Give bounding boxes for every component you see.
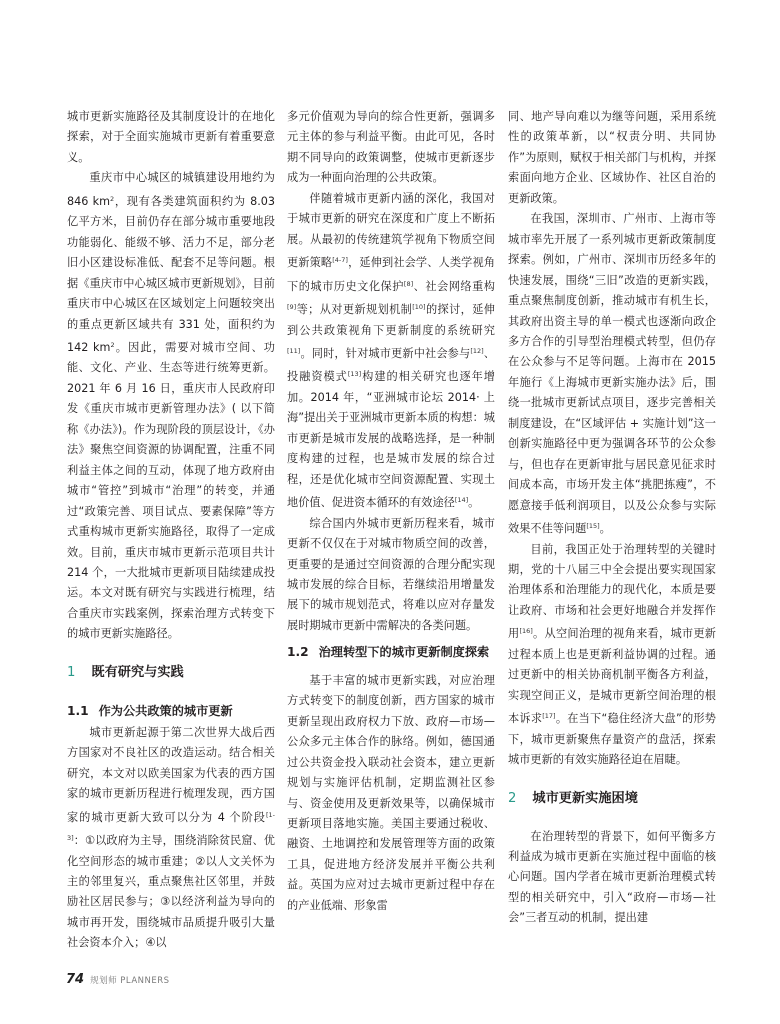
section-number: 2 xyxy=(508,790,517,806)
paragraph: 城市更新实施路径及其制度设计的在地化探索，对于全面实施城市更新有着重要意义。 xyxy=(67,110,275,164)
text-run: 重庆市中心城区的城镇建设用地约为 846 km xyxy=(67,171,275,208)
text-column-2 xyxy=(287,107,495,916)
section-title: 既有研究与实践 xyxy=(91,664,184,680)
section-title: 城市更新实施困境 xyxy=(532,790,638,806)
paragraph xyxy=(67,723,275,954)
paragraph xyxy=(67,168,275,644)
text-run: 等；从对更新规划机制 xyxy=(296,303,413,317)
paragraph: 基于丰富的城市更新实践，对应治理方式转变下的制度创新，西方国家的城市更新呈现出政府权力下放、政府—市场—公众多元主体合作的脉络。例如，德国通过公共资金投入联动社会资本，建立更新规划与实施评估机制，定期监测社区参与、资金使用及更新效果等，以确保城市更新项目落地实施。美国主要通过税收、融资、土地调控和发展管理等方面的政策工具，促进地方经济发展并平衡公共利益。英国为应对过去城市更新过程中存在的产业低端、形象雷 xyxy=(287,673,495,912)
text-run: 城市更新起源于第二次世界大战后西方国家对不良社区的改造运动。结合相关研究，本文对以欧美国家为代表的西方国家的城市更新历程进行梳理发现，西方国家的城市更新大致可以分为 4 个阶段 xyxy=(67,725,275,824)
citation: [11] xyxy=(287,346,301,355)
text-run: 。 xyxy=(468,496,480,510)
citation: [15] xyxy=(586,522,600,531)
text-run: 、投融资模式 xyxy=(287,346,495,384)
citation: [13] xyxy=(347,370,362,379)
citation: [17] xyxy=(542,712,556,721)
citation: [16] xyxy=(519,627,533,636)
text-run: ：①以政府为主导，围绕消除贫民窟、优化空间形态的城市重建；②以人文关怀为主的邻里复兴，重点聚焦社区邻里，并鼓励社区居民参与；③以经济利益为导向的城市再开发，围绕城市品质提升吸引大量社会资本介入；④以 xyxy=(67,834,275,950)
paragraph: 多元价值观为导向的综合性更新，强调多元主体的参与利益平衡。由此可见，各时期不同导向的政策调整，使城市更新逐步成为一种面向治理的公共政策。 xyxy=(287,110,495,185)
citation: [10] xyxy=(412,303,426,312)
text-run: 伴随着城市更新内涵的深化，我国对于城市更新的研究在深度和广度上不断拓展。从最初的传统建筑学视角下物质空间更新策略 xyxy=(287,191,495,270)
page-footer xyxy=(66,972,170,987)
citation: [9] xyxy=(287,303,297,312)
subsection-heading xyxy=(287,642,495,663)
paragraph xyxy=(508,540,716,771)
journal-name: 规划师 PLANNERS xyxy=(90,976,170,986)
paragraph xyxy=(287,189,495,514)
text-run: 目前，我国正处于治理转型的关键时期，党的十八届三中全会提出要实现国家治理体系和治理能力的现代化，本质是要让政府、市场和社会更好地融合并发挥作用 xyxy=(508,542,716,641)
text-run: 。从空间治理的视角来看，城市更新过程本质上也是更新利益协调的过程。通过更新中的相关协商机制平衡各方利益，实现空间正义，是城市更新空间治理的根本诉求 xyxy=(508,627,716,726)
subsection-title: 作为公共政策的城市更新 xyxy=(98,703,233,718)
paragraph: 综合国内外城市更新历程来看，城市更新不仅仅在于对城市物质空间的改善，更重要的是通过空间资源的合理分配实现城市发展的综合目标，若继续沿用增量发展下的城市规划范式，将难以应对存量发展时期城市更新中需解决的各类问题。 xyxy=(287,516,495,632)
paragraph: 在治理转型的背景下，如何平衡多方利益成为城市更新在实施过程中面临的核心问题。国内学者在城市更新治理模式转型的相关研究中，引入“政府—市场—社会”三者互动的机制，提出建 xyxy=(508,829,716,925)
text-run: 。同时，针对城市更新中社会参与 xyxy=(300,346,471,360)
subsection-heading xyxy=(67,701,275,721)
text-run: 。在当下“稳住经济大盘”的形势下，城市更新聚焦存量资产的盘活，探索城市更新的有效实施路径迫在眉睫。 xyxy=(508,712,716,767)
subsection-number: 1.2 xyxy=(287,645,309,660)
paragraph xyxy=(508,209,716,539)
text-run: 。因此，需要对城市空间、功能、文化、产业、生态等进行统筹更新。2021 年 6 月 16 日，重庆市人民政府印发《重庆市城市更新管理办法》( 以下简称《办法》)。作为现阶段的顶层设计，《办法》聚焦空间资源的协调配置，注重不同利益主体之间的互动，体现了地方政府由城市“管控”到城市“治理”的转变，并通过“政策完善、项目试点、要素保障”等方式重构城市更新实施路径，取得了一定成效。目前，重庆市城市更新示范项目共计 214 个，一大批城市更新项目陆续建成投运。本文对既有研究与实践进行梳理，结合重庆市实践案例，探索治理方式转变下的城市更新实施路径。 xyxy=(67,340,275,641)
text-run: 的探讨，延伸到公共政策视角下更新制度的系统研究 xyxy=(287,303,495,337)
text-run: 。 xyxy=(599,522,611,536)
text-run: ，现有各类建筑面积约为 8.03 亿平方米，目前仍存在部分城市重要地段功能弱化、能级不够、活力不足，部分老旧小区建设标准低、配套不足等问题。根据《重庆市中心城区城市更新规划》，目前重庆市中心城区在区域划定上问题较突出的重点更新区域共有 331 处，面积约为 142 km xyxy=(67,194,276,354)
citation: [12] xyxy=(470,346,484,355)
text-run: 、社会网络重构 xyxy=(413,279,495,293)
section-number: 1 xyxy=(67,664,76,680)
text-run: 构建的相关研究也逐年增加。2014 年，“亚洲城市论坛 2014· 上海”提出关于亚洲城市更新本质的构想：城市更新是城市发展的战略选择，是一种制度构建的过程，也是城市发展的综合过程，还是优化城市空间资源配置、实现土地价值、促进资本循环的有效途径 xyxy=(287,370,495,510)
section-heading xyxy=(508,789,716,809)
superscript: 2 xyxy=(110,194,115,203)
citation: [4-7] xyxy=(332,256,348,265)
paragraph: 同、地产导向难以为继等问题，采用系统性的政策革新，以“权责分明、共同协作”为原则，赋权于相关部门与机构，并探索面向地方企业、区域协作、社区自治的更新政策。 xyxy=(508,110,716,205)
citation: [1-3] xyxy=(67,810,275,843)
citation: [8] xyxy=(403,279,414,288)
superscript: 2 xyxy=(110,340,115,349)
citation: [14] xyxy=(454,496,469,505)
subsection-number: 1.1 xyxy=(67,703,89,718)
subsection-title: 治理转型下的城市更新制度探索 xyxy=(318,645,490,660)
page-number: 74 xyxy=(66,972,85,987)
text-run: 在我国，深圳市、广州市、上海市等城市率先开展了一系列城市更新政策制度探索。例如，广州市、深圳市历经多年的快速发展，围绕“三旧”改造的更新实践，重点聚焦制度创新，推动城市有机生长，其政府出资主导的单一模式也逐渐向政企多方合作的引导型治理模式转型，但仍存在公众参与不足等问题。上海市在 2015 年施行《上海城市更新实施办法》后，围绕一批城市更新试点项目，逐步完善相关制度建设，在“区域评估 + 实施计划”这一创新实施路径中更为强调各环节的公众参与，但也存在更新审批与居民意见征求时间成本高，市场开发主体“挑肥拣瘦”，不愿意接手低利润项目，以及公众参与实际效果不佳等问题 xyxy=(508,212,716,536)
text-column-1 xyxy=(67,107,275,954)
text-run: ，延伸到社会学、人类学视角下的城市历史文化保护 xyxy=(287,256,495,293)
text-column-3 xyxy=(508,107,716,929)
section-heading xyxy=(67,663,275,683)
